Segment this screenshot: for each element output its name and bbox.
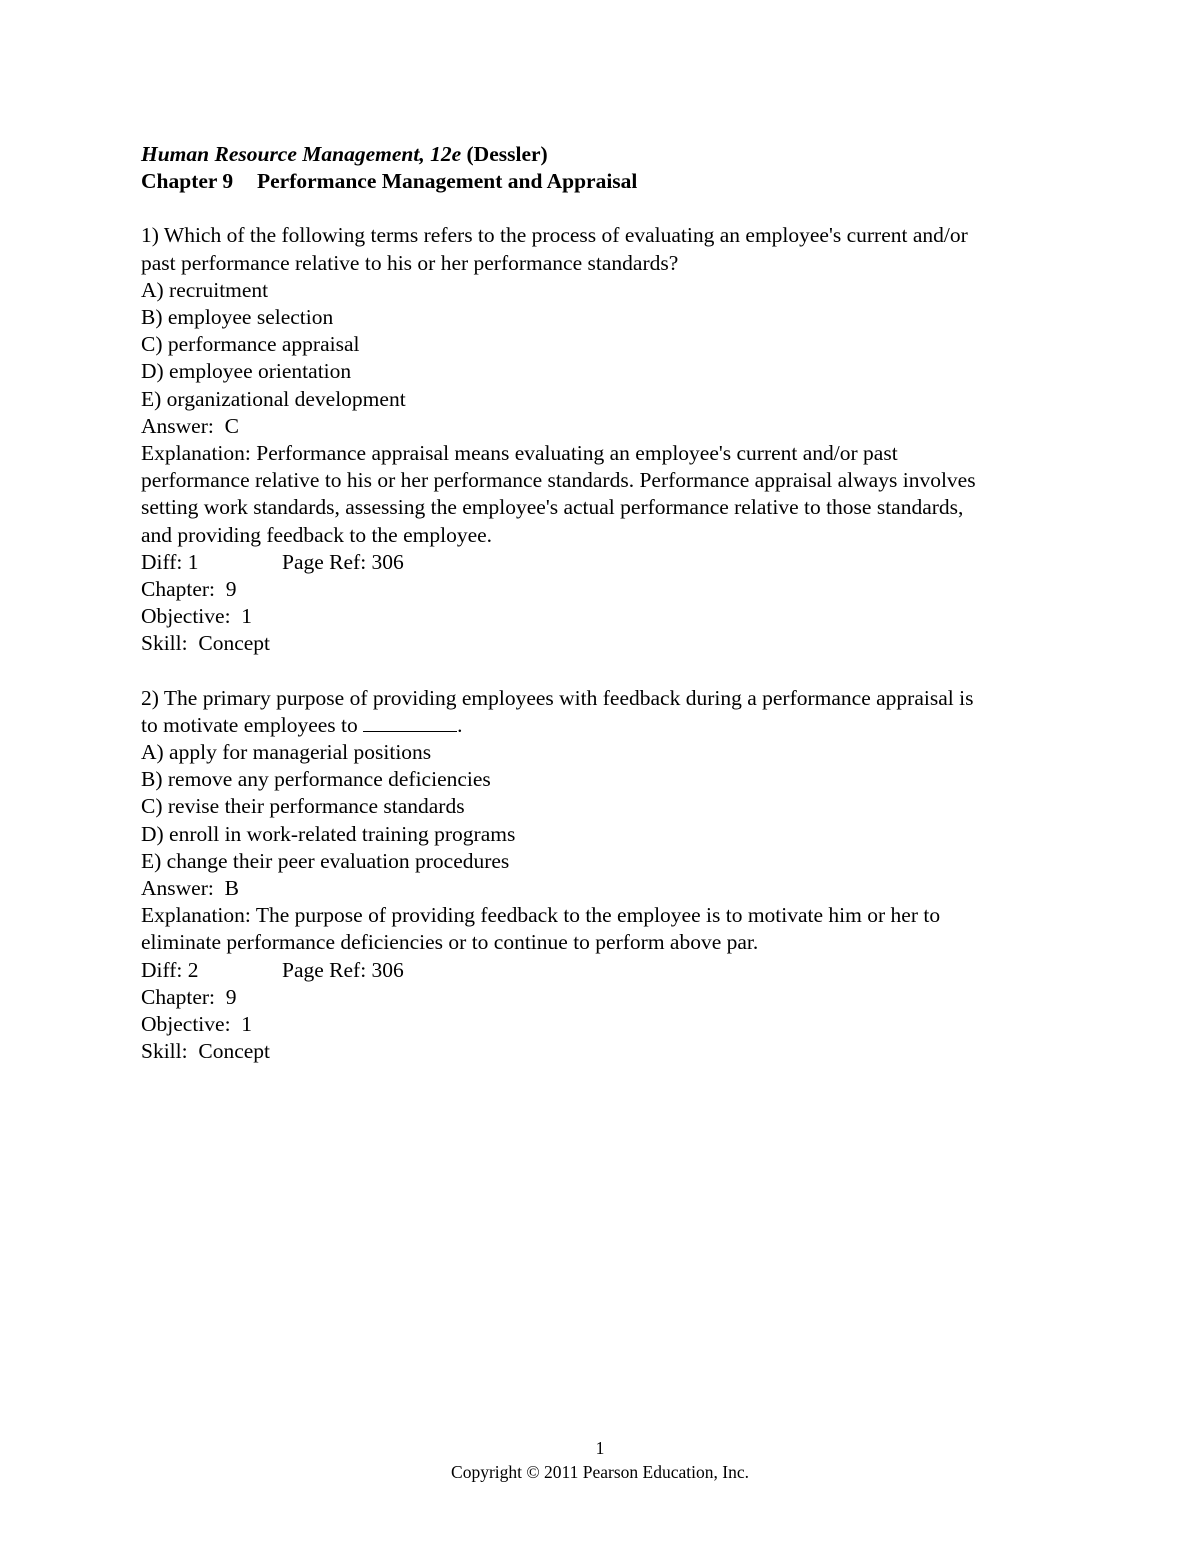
- skill-meta: Skill: Concept: [141, 631, 270, 656]
- answer-option: C) performance appraisal: [141, 332, 360, 357]
- explanation-line: performance relative to his or her performance standards. Performance appraisal always involves: [141, 468, 976, 493]
- difficulty-line: [141, 957, 1061, 984]
- page-reference: Page Ref: 306: [282, 957, 404, 982]
- page-footer: [0, 1436, 1200, 1484]
- explanation-line: Explanation: The purpose of providing feedback to the employee is to motivate him or her to: [141, 903, 941, 928]
- book-title-line: [141, 141, 1061, 168]
- question-text-fragment: to motivate employees to: [141, 712, 364, 737]
- document-page: [141, 141, 1061, 1066]
- book-title: Human Resource Management, 12e: [141, 142, 462, 166]
- copyright-notice: Copyright © 2011 Pearson Education, Inc.: [451, 1462, 749, 1482]
- answer-option: A) apply for managerial positions: [141, 740, 432, 765]
- explanation-line: eliminate performance deficiencies or to continue to perform above par.: [141, 930, 759, 955]
- objective-meta: Objective: 1: [141, 1012, 253, 1037]
- chapter-meta: Chapter: 9: [141, 984, 237, 1009]
- answer-option: D) enroll in work-related training programs: [141, 821, 516, 846]
- explanation-line: setting work standards, assessing the employee's actual performance relative to those standards,: [141, 495, 964, 520]
- book-author: (Dessler): [466, 142, 548, 166]
- question-text-line: [141, 712, 1061, 739]
- answer-option: E) organizational development: [141, 386, 406, 411]
- answer-option: A) recruitment: [141, 277, 269, 302]
- chapter-heading: [141, 168, 1061, 195]
- answer-key: Answer: B: [141, 876, 239, 901]
- answer-option: B) remove any performance deficiencies: [141, 767, 491, 792]
- answer-key: Answer: C: [141, 413, 239, 438]
- chapter-title: Performance Management and Appraisal: [257, 169, 638, 194]
- answer-option: B) employee selection: [141, 305, 334, 330]
- question-text-end: .: [457, 712, 463, 737]
- chapter-meta: Chapter: 9: [141, 577, 237, 602]
- objective-meta: Objective: 1: [141, 604, 253, 629]
- question-2: [141, 685, 1061, 1066]
- chapter-label: Chapter 9: [141, 169, 234, 194]
- difficulty-line: [141, 549, 1061, 576]
- answer-option: D) employee orientation: [141, 359, 352, 384]
- question-text-line: 2) The primary purpose of providing employees with feedback during a performance appraisal is: [141, 685, 974, 710]
- page-reference: Page Ref: 306: [282, 549, 404, 574]
- answer-option: C) revise their performance standards: [141, 794, 465, 819]
- answer-option: E) change their peer evaluation procedures: [141, 848, 510, 873]
- question-text-line: 1) Which of the following terms refers to the process of evaluating an employee's current and/or: [141, 223, 968, 248]
- explanation-line: and providing feedback to the employee.: [141, 522, 493, 547]
- explanation-line: Explanation: Performance appraisal means evaluating an employee's current and/or past: [141, 441, 898, 466]
- fill-in-blank: [363, 714, 457, 732]
- difficulty: Diff: 1: [141, 549, 199, 574]
- page-number: 1: [595, 1438, 605, 1458]
- question-text-line: past performance relative to his or her performance standards?: [141, 250, 679, 275]
- difficulty: Diff: 2: [141, 957, 199, 982]
- question-1: [141, 222, 1061, 657]
- skill-meta: Skill: Concept: [141, 1039, 270, 1064]
